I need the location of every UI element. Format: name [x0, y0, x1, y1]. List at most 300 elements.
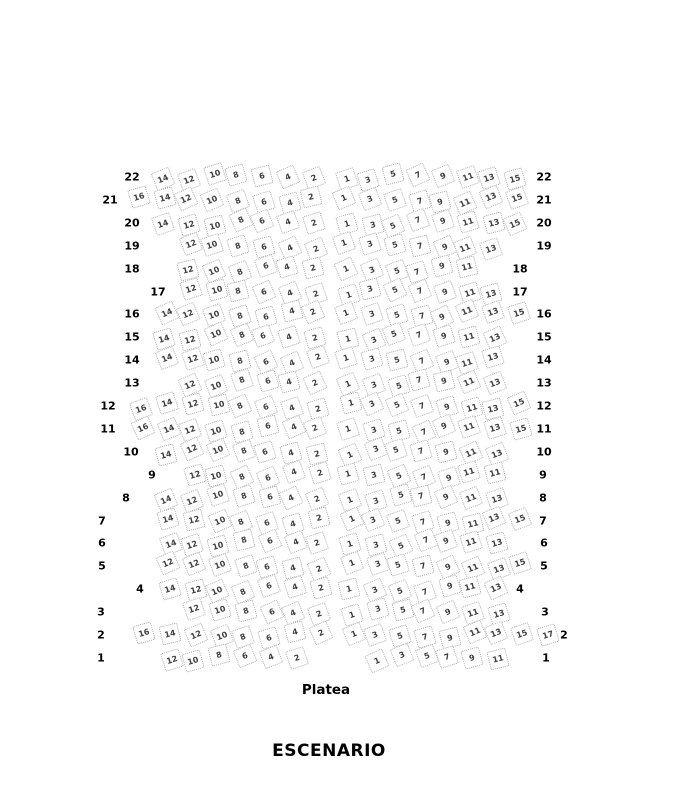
seat[interactable]: 12	[179, 329, 202, 352]
seat[interactable]: 6	[257, 529, 282, 554]
seat[interactable]: 8	[228, 207, 253, 232]
seat[interactable]: 7	[411, 419, 436, 444]
seat[interactable]: 8	[232, 484, 256, 508]
seat[interactable]: 2	[300, 185, 323, 208]
seat[interactable]: 11	[457, 460, 481, 484]
seat[interactable]: 6	[252, 235, 275, 258]
seat[interactable]: 7	[405, 162, 430, 187]
seat[interactable]: 9	[431, 209, 455, 233]
seat[interactable]: 11	[460, 396, 484, 420]
seat[interactable]: 11	[487, 647, 510, 670]
seat[interactable]: 9	[433, 279, 457, 303]
seat[interactable]: 2	[306, 442, 329, 465]
seat[interactable]: 9	[438, 626, 461, 649]
seat[interactable]: 4	[279, 191, 303, 215]
seat[interactable]: 7	[409, 484, 432, 507]
seat[interactable]: 5	[385, 349, 408, 372]
seat[interactable]: 12	[182, 597, 206, 621]
seat[interactable]: 10	[207, 393, 230, 416]
seat[interactable]: 10	[204, 322, 229, 347]
seat[interactable]: 6	[257, 626, 281, 650]
seat[interactable]: 8	[227, 394, 252, 419]
seat[interactable]: 2	[302, 166, 327, 191]
seat[interactable]: 3	[364, 437, 389, 462]
seat[interactable]: 3	[363, 578, 388, 603]
seat[interactable]: 13	[484, 576, 509, 601]
seat[interactable]: 2	[306, 397, 330, 421]
seat[interactable]: 4	[280, 601, 305, 626]
seat[interactable]: 2	[303, 416, 328, 441]
seat[interactable]: 1	[340, 551, 365, 576]
seat[interactable]: 12	[183, 463, 207, 487]
seat[interactable]: 2	[302, 211, 326, 235]
seat[interactable]: 9	[430, 305, 455, 330]
seat[interactable]: 3	[390, 643, 415, 668]
seat[interactable]: 13	[481, 345, 505, 369]
seat[interactable]: 2	[302, 256, 325, 279]
seat[interactable]: 3	[358, 187, 383, 212]
seat[interactable]: 11	[453, 235, 478, 260]
seat[interactable]: 9	[429, 190, 452, 213]
seat[interactable]: 8	[230, 420, 254, 444]
seat[interactable]: 1	[336, 372, 361, 397]
seat[interactable]: 1	[339, 391, 362, 414]
seat[interactable]: 5	[384, 393, 409, 418]
seat[interactable]: 6	[259, 600, 284, 625]
seat[interactable]: 3	[362, 418, 386, 442]
seat[interactable]: 8	[229, 509, 254, 534]
seat[interactable]: 9	[433, 234, 458, 259]
seat[interactable]: 11	[456, 255, 479, 278]
seat[interactable]: 12	[177, 168, 201, 192]
seat[interactable]: 8	[231, 625, 255, 649]
seat[interactable]: 15	[502, 211, 527, 236]
seat[interactable]: 7	[409, 394, 433, 418]
seat[interactable]: 11	[455, 299, 480, 324]
seat[interactable]: 6	[253, 350, 278, 375]
seat[interactable]: 5	[386, 553, 410, 577]
seat[interactable]: 7	[410, 305, 433, 328]
seat[interactable]: 3	[361, 507, 386, 532]
seat[interactable]: 5	[388, 579, 413, 604]
seat[interactable]: 12	[178, 418, 202, 442]
seat[interactable]: 2	[303, 371, 328, 396]
seat[interactable]: 13	[482, 505, 507, 530]
seat[interactable]: 7	[408, 189, 432, 213]
seat[interactable]: 10	[204, 419, 228, 443]
seat[interactable]: 5	[382, 322, 407, 347]
seat[interactable]: 12	[184, 623, 209, 648]
seat[interactable]: 8	[208, 643, 231, 666]
seat[interactable]: 5	[383, 188, 407, 212]
seat[interactable]: 5	[385, 304, 409, 328]
seat[interactable]: 2	[306, 557, 331, 582]
seat[interactable]: 12	[177, 213, 201, 237]
seat[interactable]: 12	[185, 579, 208, 602]
seat[interactable]: 5	[386, 463, 411, 488]
seat[interactable]: 13	[479, 185, 504, 210]
seat[interactable]: 9	[435, 600, 460, 625]
seat[interactable]: 12	[181, 347, 205, 371]
seat[interactable]: 6	[254, 254, 278, 278]
seat[interactable]: 9	[433, 529, 457, 553]
seat[interactable]: 10	[206, 535, 230, 559]
seat[interactable]: 16	[127, 185, 151, 209]
seat[interactable]: 7	[405, 208, 430, 233]
seat[interactable]: 10	[202, 258, 227, 283]
seat[interactable]: 6	[255, 556, 279, 580]
seat[interactable]: 3	[356, 168, 380, 192]
seat[interactable]: 4	[278, 235, 303, 260]
seat[interactable]: 8	[228, 304, 252, 328]
seat[interactable]: 1	[340, 506, 365, 531]
seat[interactable]: 13	[481, 397, 504, 420]
seat[interactable]: 12	[180, 436, 205, 461]
seat[interactable]: 10	[206, 483, 230, 507]
seat[interactable]: 8	[232, 529, 255, 552]
seat[interactable]: 8	[234, 599, 257, 622]
seat[interactable]: 6	[252, 190, 276, 214]
seat[interactable]: 9	[435, 555, 460, 580]
seat[interactable]: 10	[202, 303, 226, 327]
seat[interactable]: 4	[283, 575, 307, 599]
seat[interactable]: 1	[365, 648, 390, 673]
seat[interactable]: 11	[457, 415, 481, 439]
seat[interactable]: 14	[151, 167, 176, 192]
seat[interactable]: 11	[457, 370, 482, 395]
seat[interactable]: 4	[277, 280, 302, 305]
seat[interactable]: 5	[383, 233, 407, 257]
seat[interactable]: 1	[334, 256, 359, 281]
seat[interactable]: 11	[453, 190, 478, 215]
seat[interactable]: 13	[479, 237, 503, 261]
seat[interactable]: 4	[278, 370, 301, 393]
seat[interactable]: 7	[407, 368, 431, 392]
seat[interactable]: 8	[224, 163, 248, 187]
seat[interactable]: 1	[332, 185, 357, 210]
seat[interactable]: 12	[155, 551, 180, 576]
seat[interactable]: 4	[283, 530, 308, 555]
seat[interactable]: 8	[230, 368, 254, 392]
seat[interactable]: 11	[459, 530, 483, 554]
seat[interactable]: 12	[179, 277, 203, 301]
seat[interactable]: 3	[359, 391, 384, 416]
seat[interactable]: 5	[387, 374, 411, 398]
seat[interactable]: 6	[255, 465, 280, 490]
seat[interactable]: 9	[431, 164, 456, 189]
seat[interactable]: 1	[337, 328, 360, 351]
seat[interactable]: 4	[283, 620, 306, 643]
seat[interactable]: 13	[487, 602, 511, 626]
seat[interactable]: 1	[337, 283, 361, 307]
seat[interactable]: 6	[258, 485, 281, 508]
seat[interactable]: 14	[156, 507, 180, 531]
seat[interactable]: 9	[435, 350, 460, 375]
seat[interactable]: 11	[459, 440, 484, 465]
seat[interactable]: 12	[178, 373, 203, 398]
seat[interactable]: 12	[180, 488, 205, 513]
seat[interactable]: 5	[380, 213, 405, 238]
seat[interactable]: 4	[276, 165, 301, 190]
seat[interactable]: 11	[461, 601, 485, 625]
seat[interactable]: 8	[232, 439, 256, 463]
seat[interactable]: 11	[455, 351, 479, 375]
seat[interactable]: 9	[438, 574, 462, 598]
seat[interactable]: 16	[128, 397, 152, 421]
seat[interactable]: 13	[477, 166, 501, 190]
seat[interactable]: 2	[308, 461, 332, 485]
seat[interactable]: 3	[361, 213, 384, 236]
seat[interactable]: 7	[407, 323, 431, 347]
seat[interactable]: 12	[176, 302, 201, 327]
seat[interactable]: 9	[431, 254, 455, 278]
seat[interactable]: 2	[304, 236, 329, 261]
seat[interactable]: 7	[413, 625, 437, 649]
seat[interactable]: 3	[362, 328, 387, 353]
seat[interactable]: 12	[181, 392, 205, 416]
seat[interactable]: 7	[409, 439, 433, 463]
seat[interactable]: 3	[360, 347, 384, 371]
seat[interactable]: 6	[255, 510, 279, 534]
seat[interactable]: 15	[505, 186, 529, 210]
seat[interactable]: 6	[257, 574, 281, 598]
seat[interactable]: 11	[483, 461, 506, 484]
seat[interactable]: 4	[279, 441, 303, 465]
seat[interactable]: 5	[386, 508, 410, 532]
seat[interactable]: 5	[384, 438, 408, 462]
seat[interactable]: 9	[436, 466, 460, 490]
seat[interactable]: 2	[304, 327, 328, 351]
seat[interactable]: 14	[155, 346, 180, 371]
seat[interactable]: 10	[203, 214, 226, 237]
seat[interactable]: 5	[391, 599, 414, 622]
seat[interactable]: 16	[130, 415, 155, 440]
seat[interactable]: 4	[277, 325, 301, 349]
seat[interactable]: 12	[174, 186, 199, 211]
seat[interactable]: 6	[253, 440, 277, 464]
seat[interactable]: 5	[415, 644, 439, 668]
seat[interactable]: 13	[485, 441, 510, 466]
seat[interactable]: 5	[388, 534, 413, 559]
seat[interactable]: 16	[132, 621, 156, 645]
seat[interactable]: 10	[208, 508, 233, 533]
seat[interactable]: 4	[278, 485, 303, 510]
seat[interactable]: 12	[177, 258, 200, 281]
seat[interactable]: 4	[281, 414, 306, 439]
seat[interactable]: 7	[410, 599, 435, 624]
seat[interactable]: 3	[360, 302, 384, 326]
seat[interactable]: 1	[335, 167, 359, 191]
seat[interactable]: 8	[228, 259, 253, 284]
seat[interactable]: 9	[433, 484, 458, 509]
seat[interactable]: 3	[358, 232, 382, 256]
seat[interactable]: 14	[158, 577, 182, 601]
seat[interactable]: 11	[459, 485, 484, 510]
seat[interactable]: 10	[208, 553, 232, 577]
seat[interactable]: 13	[484, 621, 509, 646]
seat[interactable]: 14	[158, 622, 181, 645]
seat[interactable]: 3	[363, 623, 387, 647]
seat[interactable]: 7	[409, 234, 432, 257]
seat[interactable]: 3	[366, 552, 390, 576]
seat[interactable]: 2	[305, 486, 330, 511]
seat[interactable]: 1	[335, 212, 359, 236]
seat[interactable]: 4	[281, 300, 304, 323]
seat[interactable]: 11	[456, 165, 480, 189]
seat[interactable]: 3	[362, 463, 385, 486]
seat[interactable]: 15	[507, 301, 531, 325]
seat[interactable]: 1	[338, 442, 363, 467]
seat[interactable]: 15	[506, 391, 531, 416]
seat[interactable]: 9	[431, 414, 456, 439]
seat[interactable]: 10	[204, 374, 229, 399]
seat[interactable]: 1	[332, 231, 356, 255]
seat[interactable]: 8	[231, 580, 256, 605]
seat[interactable]: 11	[462, 512, 485, 535]
seat[interactable]: 13	[479, 282, 503, 306]
seat[interactable]: 1	[334, 301, 359, 326]
seat[interactable]: 2	[304, 281, 328, 305]
seat[interactable]: 4	[276, 255, 300, 279]
seat[interactable]: 13	[482, 211, 505, 234]
seat[interactable]: 7	[405, 260, 429, 284]
seat[interactable]: 8	[226, 234, 250, 258]
seat[interactable]: 2	[305, 531, 329, 555]
seat[interactable]: 9	[435, 440, 458, 463]
seat[interactable]: 7	[413, 528, 438, 553]
seat[interactable]: 5	[389, 483, 413, 507]
seat[interactable]: 1	[342, 622, 367, 647]
seat[interactable]: 8	[226, 279, 249, 302]
seat[interactable]: 3	[362, 373, 386, 397]
seat[interactable]: 4	[279, 396, 303, 420]
seat[interactable]: 14	[155, 391, 179, 415]
seat[interactable]: 6	[251, 279, 276, 304]
seat[interactable]: 8	[230, 323, 255, 348]
seat[interactable]: 12	[182, 552, 207, 577]
seat[interactable]: 8	[228, 350, 251, 373]
seat[interactable]: 14	[151, 212, 175, 236]
seat[interactable]: 13	[483, 371, 508, 396]
seat[interactable]: 11	[456, 210, 480, 234]
seat[interactable]: 5	[388, 624, 412, 648]
seat[interactable]: 5	[385, 258, 409, 282]
seat[interactable]: 7	[409, 349, 434, 374]
seat[interactable]: 6	[251, 324, 275, 348]
seat[interactable]: 10	[206, 437, 231, 462]
seat[interactable]: 6	[249, 208, 274, 233]
seat[interactable]: 2	[308, 506, 331, 529]
seat[interactable]: 2	[285, 646, 309, 670]
seat[interactable]: 1	[334, 346, 358, 370]
seat[interactable]: 13	[485, 487, 509, 511]
seat[interactable]: 5	[381, 162, 404, 185]
seat[interactable]: 7	[435, 645, 459, 669]
seat[interactable]: 12	[179, 231, 204, 256]
seat[interactable]: 11	[463, 620, 488, 645]
seat[interactable]: 4	[281, 460, 305, 484]
seat[interactable]: 12	[180, 533, 204, 557]
seat[interactable]: 6	[233, 643, 258, 668]
seat[interactable]: 8	[226, 189, 250, 213]
seat[interactable]: 4	[279, 351, 304, 376]
seat[interactable]: 1	[336, 417, 360, 441]
seat[interactable]: 1	[338, 533, 362, 557]
seat[interactable]: 12	[183, 508, 206, 531]
seat[interactable]: 15	[508, 506, 533, 531]
seat[interactable]: 1	[338, 578, 361, 601]
seat[interactable]: 14	[153, 327, 177, 351]
seat[interactable]: 2	[301, 300, 326, 325]
seat[interactable]: 7	[411, 555, 434, 578]
seat[interactable]: 6	[256, 369, 280, 393]
seat[interactable]: 15	[508, 551, 532, 575]
seat[interactable]: 14	[156, 417, 181, 442]
seat[interactable]: 3	[364, 489, 388, 513]
seat[interactable]: 14	[158, 532, 182, 556]
seat[interactable]: 8	[234, 554, 258, 578]
seat[interactable]: 1	[338, 487, 362, 511]
seat[interactable]: 6	[254, 306, 278, 330]
seat[interactable]: 5	[387, 419, 410, 442]
seat[interactable]: 2	[306, 345, 330, 369]
seat[interactable]: 13	[485, 532, 509, 556]
seat[interactable]: 10	[202, 348, 226, 372]
seat[interactable]: 4	[281, 512, 305, 536]
seat[interactable]: 9	[435, 395, 459, 419]
seat[interactable]: 6	[250, 164, 273, 187]
seat[interactable]: 14	[154, 186, 177, 209]
seat[interactable]: 3	[360, 257, 385, 282]
seat[interactable]: 11	[458, 281, 482, 305]
seat[interactable]: 7	[411, 510, 435, 534]
seat[interactable]: 7	[407, 278, 432, 303]
seat[interactable]: 9	[433, 324, 457, 348]
seat[interactable]: 5	[382, 277, 407, 302]
seat[interactable]: 13	[481, 300, 505, 324]
seat[interactable]: 10	[205, 278, 229, 302]
seat[interactable]: 4	[281, 557, 304, 580]
seat[interactable]: 9	[436, 511, 460, 535]
seat[interactable]: 2	[308, 620, 333, 645]
seat[interactable]: 10	[204, 464, 227, 487]
seat[interactable]: 7	[411, 464, 436, 489]
seat[interactable]: 11	[458, 326, 481, 349]
seat[interactable]: 9	[461, 646, 485, 670]
seat[interactable]: 10	[182, 649, 206, 673]
seat[interactable]: 2	[306, 602, 330, 626]
seat[interactable]: 10	[208, 598, 232, 622]
seat[interactable]: 12	[160, 648, 184, 672]
seat[interactable]: 10	[200, 188, 225, 213]
seat[interactable]: 10	[203, 162, 227, 186]
seat[interactable]: 4	[276, 210, 300, 234]
seat[interactable]: 7	[413, 580, 437, 604]
seat[interactable]: 1	[336, 462, 360, 486]
seat[interactable]: 15	[510, 622, 534, 646]
seat[interactable]: 3	[366, 597, 390, 621]
seat[interactable]: 9	[433, 370, 456, 393]
seat[interactable]: 11	[459, 576, 482, 599]
seat[interactable]: 2	[310, 576, 334, 600]
seat[interactable]: 3	[364, 534, 387, 557]
seat[interactable]: 14	[153, 487, 178, 512]
seat[interactable]: 6	[253, 395, 278, 420]
seat[interactable]: 13	[483, 416, 507, 440]
seat[interactable]: 13	[483, 326, 508, 351]
seat[interactable]: 17	[536, 623, 560, 647]
seat[interactable]: 4	[259, 645, 284, 670]
